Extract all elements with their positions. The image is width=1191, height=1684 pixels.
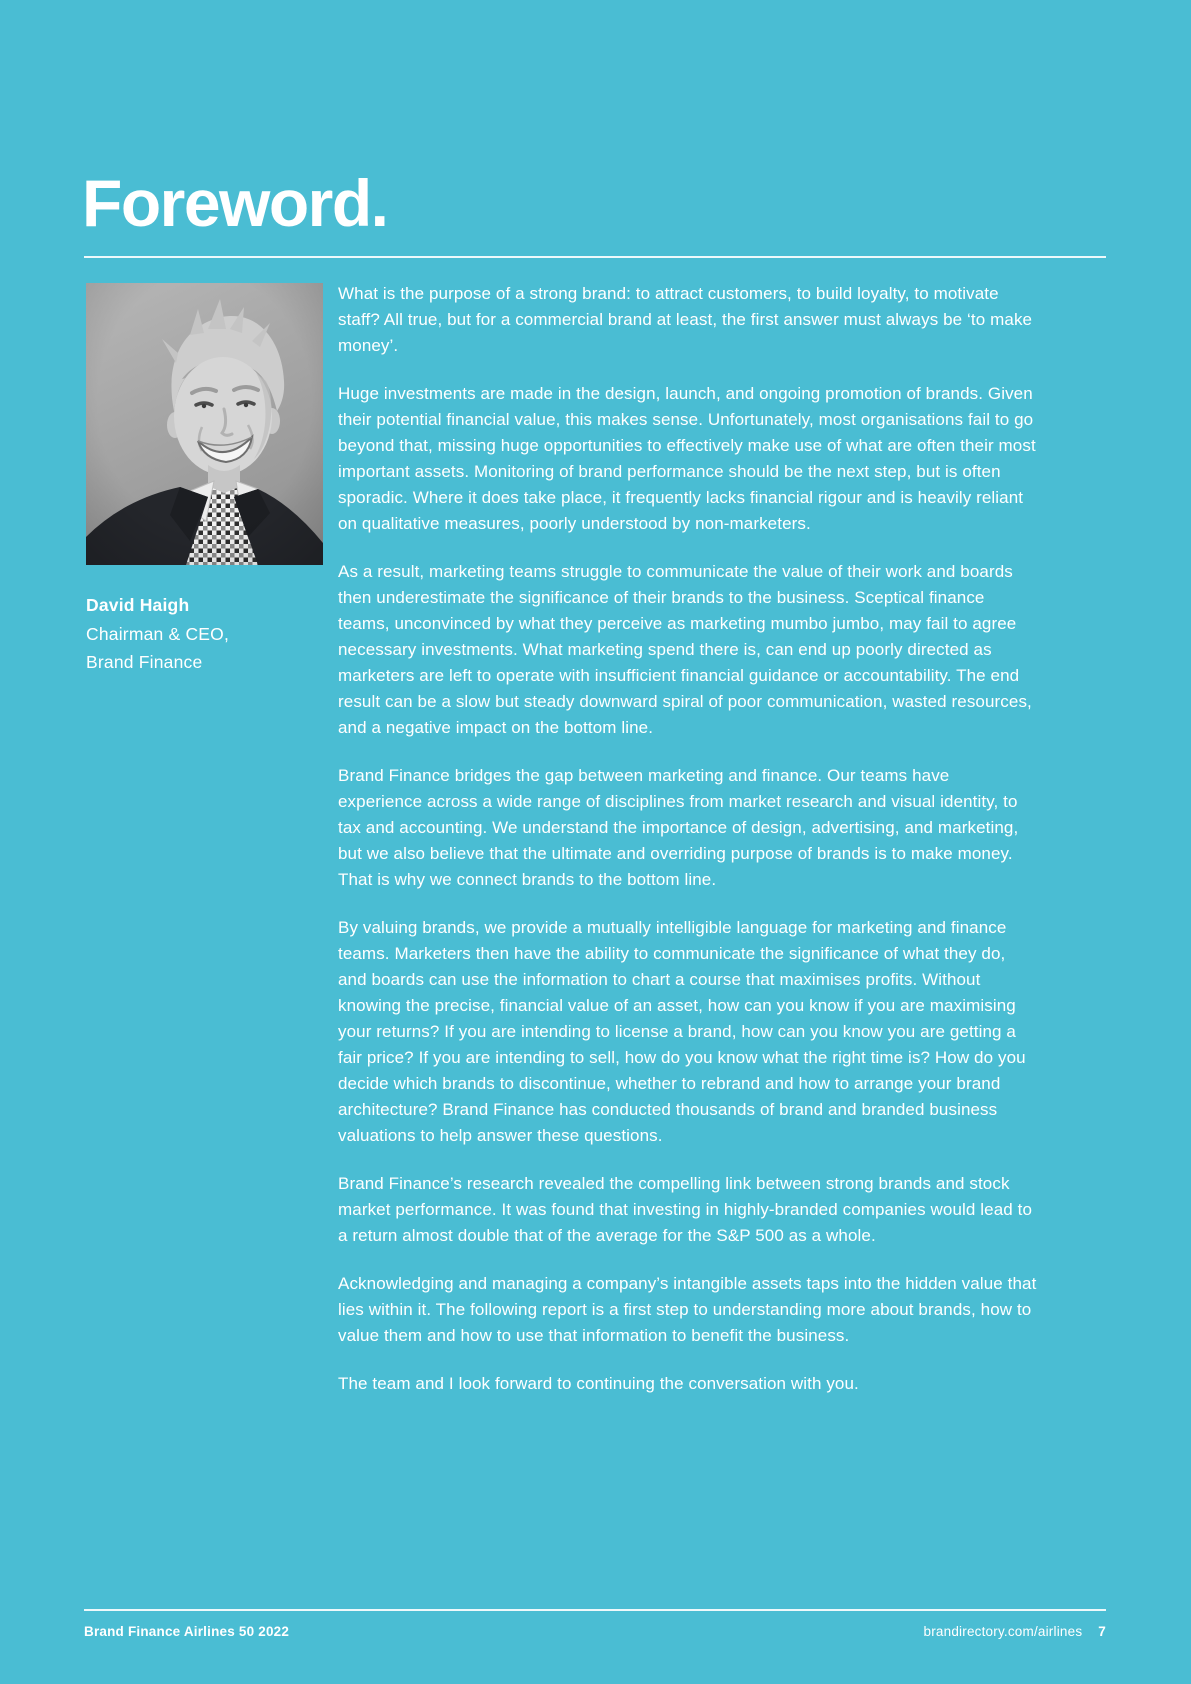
author-role: Chairman & CEO, [86,623,230,644]
footer-divider [84,1609,1106,1611]
author-caption [86,591,229,677]
author-company: Brand Finance [86,652,203,672]
foreword-paragraph-6: Brand Finance’s research revealed the compelling link between strong brands and stock market performance. It was found that investing in highly-branded companies would lead to a return almost double that of the average for the S&P 500 as a whole. [338,1174,1033,1245]
foreword-paragraph-4: Brand Finance bridges the gap between marketing and finance. Our teams have experience across a wide range of disciplines from market research and visual identity, to tax and accounting. We understand the importance of design, advertising, and marketing, but we also believe that the ultimate and overriding purpose of brands is to make money. That is why we connect brands to the bottom line. [338,766,1019,889]
title-divider [84,256,1106,258]
foreword-paragraph-8: The team and I look forward to continuing the conversation with you. [338,1374,859,1393]
footer-report-title: Brand Finance Airlines 50 2022 [84,1624,290,1639]
footer-right-group [924,1624,1106,1639]
foreword-paragraph-1: What is the purpose of a strong brand: to attract customers, to build loyalty, to motivate staff? All true, but for a commercial brand at least, the first answer must always be ‘to make money’. [338,284,1033,355]
footer-url-link[interactable]: brandirectory.com/airlines [923,1624,1083,1639]
foreword-paragraph-2: Huge investments are made in the design, launch, and ongoing promotion of brands. Given their potential financial value, this makes sense. Unfortunately, most organisations fail to go beyond that, missing huge opportunities to effectively make use of what are often their most important assets. Monitoring of brand performance should be the next step, but is often sporadic. Where it does take place, it frequently lacks financial rigour and is heavily reliant on qualitative measures, poorly understood by non-marketers. [338,384,1036,533]
footer-page-number: 7 [1098,1624,1106,1639]
portrait-photo-illustration [86,283,323,565]
foreword-paragraph-7: Acknowledging and managing a company’s intangible assets taps into the hidden value that lies within it. The following report is a first step to understanding more about brands, how to value them and how to use that information to benefit the business. [338,1274,1037,1345]
foreword-paragraph-5: By valuing brands, we provide a mutually intelligible language for marketing and finance teams. Marketers then have the ability to communicate the significance of what they do, and boards can use the information to chart a course that maximises profits. Without knowing the precise, financial value of an asset, how can you know if you are maximising your returns? If you are intending to license a brand, how can you know you are getting a fair price? If you are intending to sell, how do you know what the right time is? How do you decide which brands to discontinue, whether to rebrand and how to arrange your brand architecture? Brand Finance has conducted thousands of brand and branded business valuations to help answer these questions. [338,918,1026,1145]
foreword-body [338,281,1038,1419]
page-title: Foreword. [82,166,388,240]
author-name: David Haigh [86,595,190,615]
foreword-paragraph-3: As a result, marketing teams struggle to communicate the value of their work and boards then underestimate the significance of their brands to the business. Sceptical finance teams, unconvinced by what they perceive as marketing mumbo jumbo, may fail to agree necessary investments. What marketing spend there is, can end up poorly directed as marketers are left to operate with insufficient financial guidance or accountability. The end result can be a slow but steady downward spiral of poor communication, wasted resources, and a negative impact on the bottom line. [338,562,1032,737]
page-footer [84,1624,1106,1639]
author-photo [86,283,323,565]
